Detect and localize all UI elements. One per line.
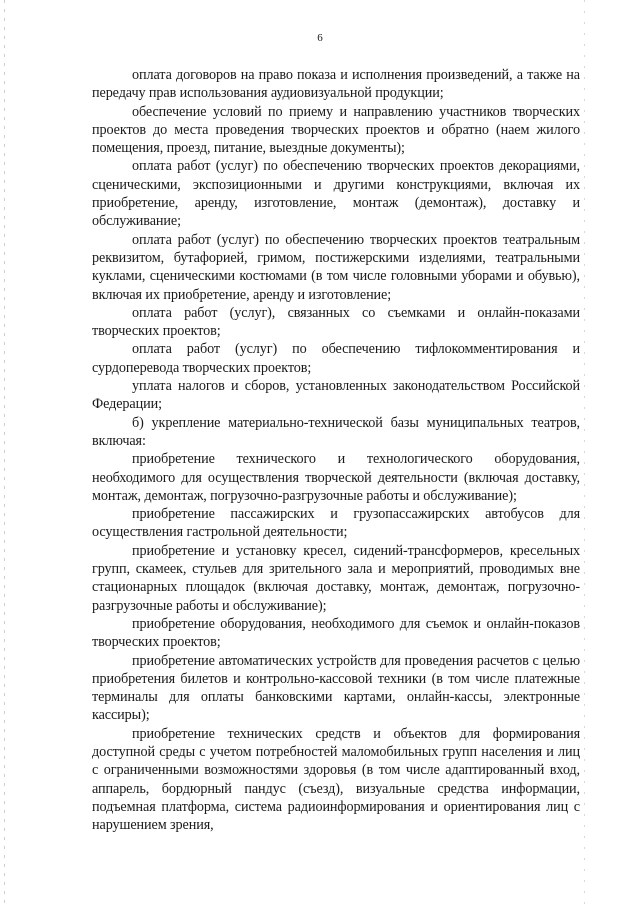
paragraph: приобретение технического и технологического оборудования, необходимого для осуществления творческой деятельности (включая доставку, монтаж, демонтаж, погрузочно-разгрузочные работы и обслуживание);	[92, 451, 580, 504]
paragraph: приобретение и установку кресел, сидений-трансформеров, кресельных групп, скамеек, стульев для зрительного зала и мероприятий, проводимых вне стационарных площадок (включая доставку, монтаж, демонтаж, погрузочно-разгрузочные работы и обслуживание);	[92, 542, 580, 614]
document-body	[92, 66, 580, 834]
paragraph: оплата работ (услуг) по обеспечению творческих проектов театральным реквизитом, бутафорией, гримом, постижерскими изделиями, театральными куклами, сценическими костюмами (в том числе головными уборами и обувью), включая их приобретение, аренду и изготовление;	[92, 231, 580, 303]
paragraph: приобретение автоматических устройств для проведения расчетов с целью приобретения билетов и контрольно-кассовой техники (в том числе платежные терминалы для оплаты банковскими картами, онлайн-кассы, электронные кассиры);	[92, 652, 580, 724]
paragraph: б) укрепление материально-технической базы муниципальных театров, включая:	[92, 414, 580, 449]
paragraph: оплата договоров на право показа и исполнения произведений, а также на передачу прав использования аудиовизуальной продукции;	[92, 67, 580, 102]
paragraph: оплата работ (услуг) по обеспечению творческих проектов декорациями, сценическими, экспозиционными и другими конструкциями, включая их приобретение, аренду, изготовление, монтаж (демонтаж), доставку и обслуживание;	[92, 158, 580, 230]
paragraph: приобретение технических средств и объектов для формирования доступной среды с учетом потребностей маломобильных групп населения и лиц с ограниченными возможностями здоровья (в том числе адаптированный вход, аппарель, бордюрный пандус (съезд), визуальные средства информации, подъемная платформа, система радиоинформирования и ориентирования лиц с нарушением зрения,	[92, 725, 580, 834]
paragraph: обеспечение условий по приему и направлению участников творческих проектов до места проведения творческих проектов и обратно (наем жилого помещения, проезд, питание, выездные документы);	[92, 103, 580, 157]
paragraph: уплата налогов и сборов, установленных законодательством Российской Федерации;	[92, 378, 580, 413]
scan-edge-right	[584, 0, 585, 905]
scan-edge-left	[4, 0, 5, 905]
paragraph: приобретение оборудования, необходимого для съемок и онлайн-показов творческих проектов;	[92, 615, 580, 651]
paragraph: оплата работ (услуг) по обеспечению тифлокомментирования и сурдоперевода творческих проектов;	[92, 341, 580, 376]
paragraph: оплата работ (услуг), связанных со съемками и онлайн-показами творческих проектов;	[92, 304, 580, 340]
paragraph: приобретение пассажирских и грузопассажирских автобусов для осуществления гастрольной деятельности;	[92, 506, 580, 541]
page-number: 6	[317, 32, 323, 44]
